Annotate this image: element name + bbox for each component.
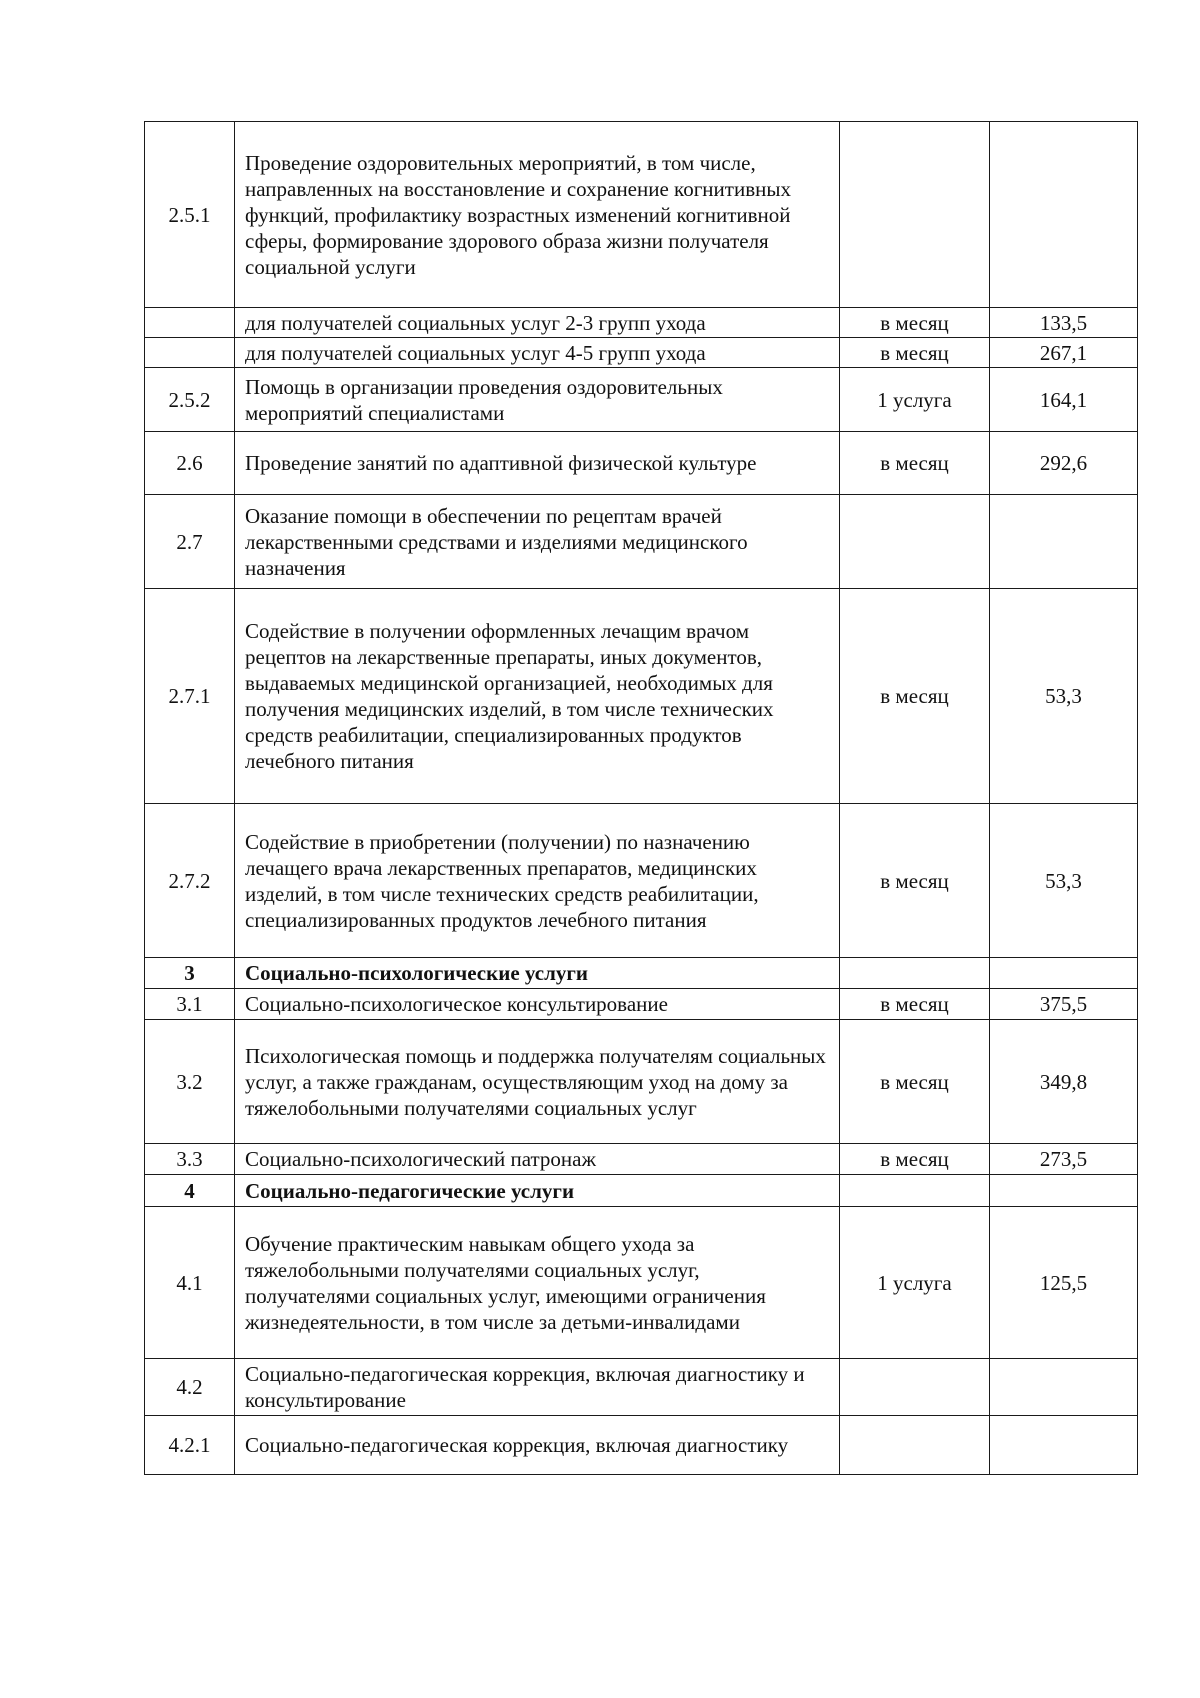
- row-price: 133,5: [990, 308, 1138, 338]
- table-row: [145, 989, 1138, 1020]
- row-code: 2.7.2: [145, 804, 235, 958]
- row-code: 2.5.1: [145, 122, 235, 308]
- row-unit: в месяц: [840, 804, 990, 958]
- row-description: Социально-педагогическая коррекция, включая диагностику: [235, 1416, 840, 1475]
- row-description: Содействие в приобретении (получении) по назначению лечащего врача лекарственных препаратов, медицинских изделий, в том числе технических средств реабилитации, специализированных продуктов лечебного питания: [235, 804, 840, 958]
- row-price: [990, 1359, 1138, 1416]
- row-code: 3.3: [145, 1144, 235, 1175]
- table-row: [145, 1144, 1138, 1175]
- row-description: Обучение практическим навыкам общего ухода за тяжелобольными получателями социальных услуг, получателями социальных услуг, имеющими ограничения жизнедеятельности, в том числе за детьми-инвалидами: [235, 1207, 840, 1359]
- table-row: [145, 432, 1138, 495]
- row-price: [990, 495, 1138, 589]
- row-price: 292,6: [990, 432, 1138, 495]
- table-row: [145, 495, 1138, 589]
- table-row: [145, 368, 1138, 432]
- row-price: 53,3: [990, 804, 1138, 958]
- table-row: [145, 589, 1138, 804]
- row-code: 4.2.1: [145, 1416, 235, 1475]
- row-unit: в месяц: [840, 989, 990, 1020]
- row-code: 3.2: [145, 1020, 235, 1144]
- section-row: [145, 958, 1138, 989]
- row-description: Помощь в организации проведения оздоровительных мероприятий специалистами: [235, 368, 840, 432]
- row-unit: [840, 958, 990, 989]
- row-code: 4.2: [145, 1359, 235, 1416]
- row-price: [990, 1416, 1138, 1475]
- row-code: 2.7: [145, 495, 235, 589]
- row-price: 267,1: [990, 338, 1138, 368]
- row-unit: 1 услуга: [840, 368, 990, 432]
- row-description: Социально-психологическое консультирование: [235, 989, 840, 1020]
- row-unit: [840, 1416, 990, 1475]
- row-description: Содействие в получении оформленных лечащим врачом рецептов на лекарственные препараты, иных документов, выдаваемых медицинской организацией, необходимых для получения медицинских изделий, в том числе технических средств реабилитации, специализированных продуктов лечебного питания: [235, 589, 840, 804]
- section-title: Социально-психологические услуги: [235, 958, 840, 989]
- row-price: [990, 122, 1138, 308]
- row-unit: [840, 1359, 990, 1416]
- row-description: Социально-педагогическая коррекция, включая диагностику и консультирование: [235, 1359, 840, 1416]
- row-code: [145, 308, 235, 338]
- table-row: [145, 1020, 1138, 1144]
- row-code: 2.7.1: [145, 589, 235, 804]
- table-row: [145, 1207, 1138, 1359]
- row-code: 3.1: [145, 989, 235, 1020]
- section-code: 4: [145, 1175, 235, 1207]
- row-unit: [840, 495, 990, 589]
- row-unit: в месяц: [840, 308, 990, 338]
- section-title: Социально-педагогические услуги: [235, 1175, 840, 1207]
- row-price: [990, 1175, 1138, 1207]
- row-description: Проведение оздоровительных мероприятий, в том числе, направленных на восстановление и сохранение когнитивных функций, профилактику возрастных изменений когнитивной сферы, формирование здорового образа жизни получателя социальной услуги: [235, 122, 840, 308]
- row-code: [145, 338, 235, 368]
- section-code: 3: [145, 958, 235, 989]
- row-description: Проведение занятий по адаптивной физической культуре: [235, 432, 840, 495]
- row-unit: в месяц: [840, 1144, 990, 1175]
- row-price: 349,8: [990, 1020, 1138, 1144]
- row-price: 375,5: [990, 989, 1138, 1020]
- row-description: Оказание помощи в обеспечении по рецептам врачей лекарственными средствами и изделиями медицинского назначения: [235, 495, 840, 589]
- table-row: [145, 122, 1138, 308]
- table-row: [145, 308, 1138, 338]
- row-unit: в месяц: [840, 432, 990, 495]
- row-unit: 1 услуга: [840, 1207, 990, 1359]
- row-unit: в месяц: [840, 589, 990, 804]
- row-code: 2.6: [145, 432, 235, 495]
- row-description: для получателей социальных услуг 4-5 групп ухода: [235, 338, 840, 368]
- table-row: [145, 804, 1138, 958]
- row-price: [990, 958, 1138, 989]
- row-description: для получателей социальных услуг 2-3 групп ухода: [235, 308, 840, 338]
- row-description: Социально-психологический патронаж: [235, 1144, 840, 1175]
- row-description: Психологическая помощь и поддержка получателям социальных услуг, а также гражданам, осуществляющим уход на дому за тяжелобольными получателями социальных услуг: [235, 1020, 840, 1144]
- row-price: 53,3: [990, 589, 1138, 804]
- section-row: [145, 1175, 1138, 1207]
- row-price: 164,1: [990, 368, 1138, 432]
- row-price: 125,5: [990, 1207, 1138, 1359]
- row-unit: [840, 122, 990, 308]
- row-unit: в месяц: [840, 338, 990, 368]
- table-row: [145, 1359, 1138, 1416]
- table-row: [145, 338, 1138, 368]
- row-code: 2.5.2: [145, 368, 235, 432]
- services-tariff-table: [144, 121, 1138, 1475]
- row-price: 273,5: [990, 1144, 1138, 1175]
- table-row: [145, 1416, 1138, 1475]
- row-unit: [840, 1175, 990, 1207]
- row-unit: в месяц: [840, 1020, 990, 1144]
- row-code: 4.1: [145, 1207, 235, 1359]
